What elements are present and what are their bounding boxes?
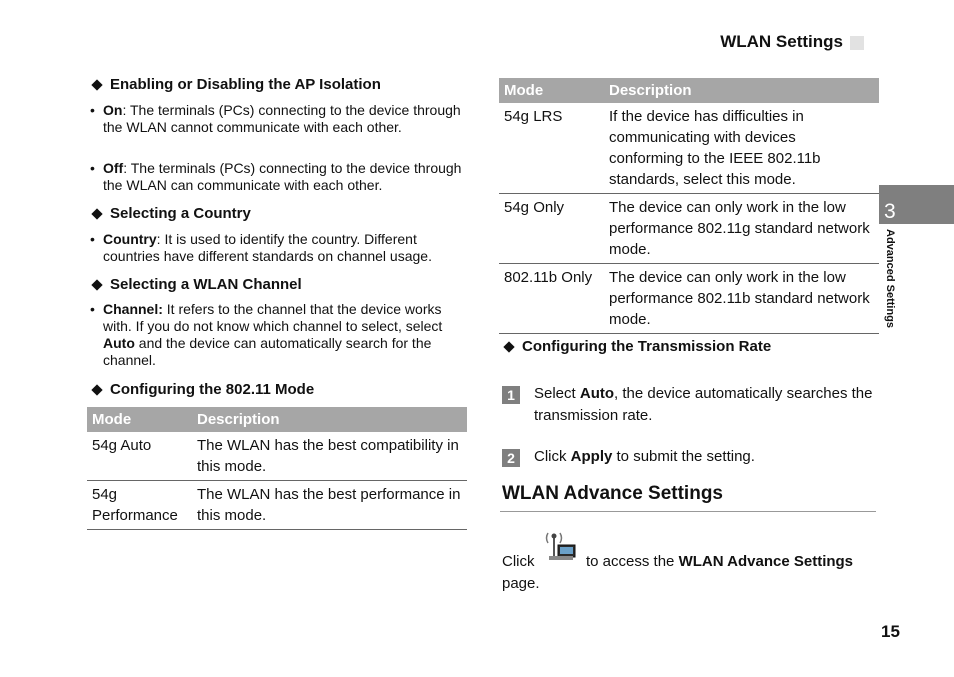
- diamond-bullet-icon: [503, 341, 514, 352]
- table-cell-mode: 54g Auto: [87, 432, 192, 481]
- bullet-text: : The terminals (PCs) connecting to the device through the WLAN can communicate with each other.: [103, 160, 462, 193]
- title-underline: [500, 511, 876, 512]
- bullet-off: [90, 160, 463, 194]
- step-number-2: 2: [502, 449, 520, 467]
- term-off: Off: [103, 160, 124, 176]
- page-header-title: WLAN Settings: [720, 32, 843, 51]
- chapter-number: 3: [884, 200, 896, 223]
- table-header-mode: Mode: [499, 78, 604, 103]
- table-cell-mode: 802.11b Only: [499, 264, 604, 334]
- heading-text: Selecting a WLAN Channel: [110, 276, 302, 293]
- step-text-part: Click: [534, 448, 571, 465]
- bullet-on: [90, 102, 463, 136]
- bullet-country: [90, 231, 463, 265]
- header-square-marker: [850, 36, 864, 50]
- table-cell-description: The WLAN has the best compatibility in this mode.: [192, 432, 467, 481]
- term-on: On: [103, 102, 123, 118]
- bullet-dot: •: [90, 231, 95, 247]
- section-title-wlan-advance: WLAN Advance Settings: [502, 483, 723, 504]
- diamond-bullet-icon: [91, 79, 102, 90]
- section-heading-channel: [89, 276, 302, 293]
- table-header-description: Description: [604, 78, 879, 103]
- bullet-text: : The terminals (PCs) connecting to the device through the WLAN cannot communicate with each other.: [103, 102, 461, 135]
- section-heading-80211-mode: [89, 381, 314, 398]
- chapter-label-text: Advanced Settings: [884, 229, 896, 329]
- section-heading-transmission-rate: [501, 338, 771, 355]
- table-cell-mode: 54g Only: [499, 194, 604, 264]
- bullet-dot: •: [90, 102, 95, 118]
- table-header-mode: Mode: [87, 407, 192, 432]
- para-text-part: to access the: [586, 553, 679, 570]
- heading-text: Configuring the Transmission Rate: [522, 338, 772, 355]
- table-cell-mode: 54g Performance: [87, 481, 192, 530]
- mode-table-right: [499, 78, 879, 334]
- bullet-text: It refers to the channel that the device works with. If you do not know which channel to select, select: [103, 301, 443, 334]
- table-header-row: [87, 407, 467, 432]
- table-cell-description: The device can only work in the low performance 802.11g standard network mode.: [604, 194, 879, 264]
- bullet-text: and the device can automatically search for the channel.: [103, 335, 432, 368]
- step-text-part: , the device automatically searches the transmission rate.: [534, 385, 873, 424]
- table-row: [499, 103, 879, 194]
- table-row: [87, 481, 467, 530]
- section-heading-country: [89, 205, 251, 222]
- diamond-bullet-icon: [91, 279, 102, 290]
- step-bold-auto: Auto: [579, 385, 615, 402]
- chapter-label: [884, 229, 898, 341]
- wlan-advance-settings-icon[interactable]: [543, 529, 577, 563]
- para-bold-wlan-advance: WLAN Advance Settings: [678, 553, 854, 570]
- diamond-bullet-icon: [91, 208, 102, 219]
- term-auto: Auto: [103, 335, 135, 351]
- bullet-dot: •: [90, 301, 95, 317]
- adv-para-click: Click: [502, 553, 535, 570]
- step-2-text: [534, 446, 879, 468]
- table-cell-description: The device can only work in the low performance 802.11b standard network mode.: [604, 264, 879, 334]
- bullet-channel: [90, 301, 463, 369]
- table-cell-description: The WLAN has the best performance in this mode.: [192, 481, 467, 530]
- step-text-part: to submit the setting.: [612, 448, 755, 465]
- step-1-text: [534, 383, 879, 427]
- diamond-bullet-icon: [91, 384, 102, 395]
- page-number: 15: [881, 622, 900, 641]
- step-number-1: 1: [502, 386, 520, 404]
- term-channel: Channel:: [103, 301, 163, 317]
- heading-text: Configuring the 802.11 Mode: [110, 381, 315, 398]
- adv-para-page: page.: [502, 575, 540, 592]
- heading-text: Selecting a Country: [110, 205, 251, 222]
- bullet-dot: •: [90, 160, 95, 176]
- mode-table-left: [87, 407, 467, 530]
- term-country: Country: [103, 231, 157, 247]
- step-bold-apply: Apply: [570, 448, 613, 465]
- table-cell-description: If the device has difficulties in communicating with devices conforming to the IEEE 802.11b standards, select this mode.: [604, 103, 879, 194]
- adv-para-rest: [586, 551, 881, 573]
- table-row: [87, 432, 467, 481]
- table-row: [499, 194, 879, 264]
- heading-text: Enabling or Disabling the AP Isolation: [110, 76, 381, 93]
- step-text-part: Select: [534, 385, 580, 402]
- bullet-text: : It is used to identify the country. Different countries have different standards on channel usage.: [103, 231, 432, 264]
- table-cell-mode: 54g LRS: [499, 103, 604, 194]
- table-header-row: [499, 78, 879, 103]
- table-row: [499, 264, 879, 334]
- section-heading-ap-isolation: [89, 76, 381, 93]
- table-header-description: Description: [192, 407, 467, 432]
